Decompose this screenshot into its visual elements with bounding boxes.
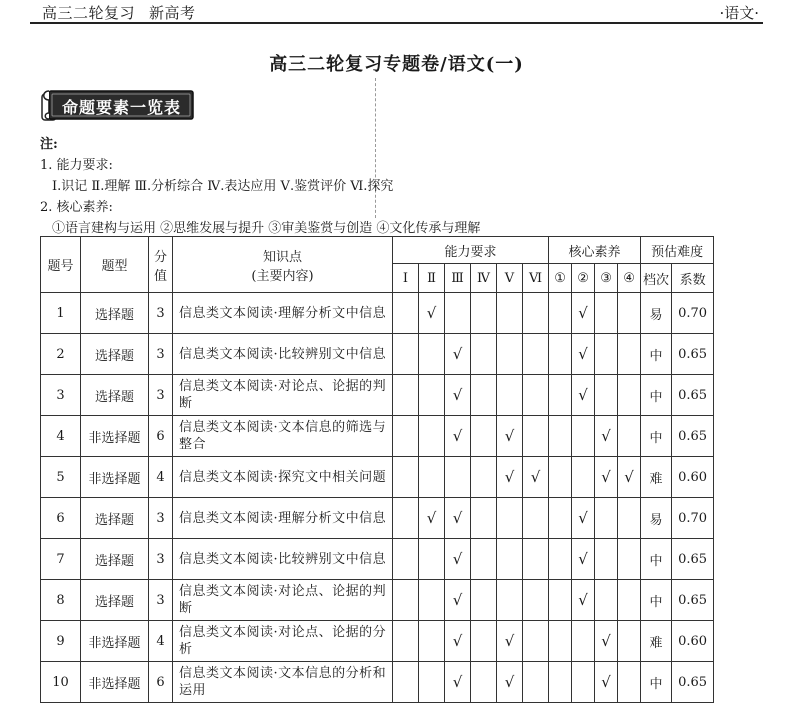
ability-col: Ⅱ: [419, 264, 445, 293]
check-mark-icon: √: [452, 509, 463, 527]
check-mark-icon: √: [578, 550, 588, 568]
cell-literacy: [618, 498, 641, 539]
cell-literacy: [595, 580, 618, 621]
cell-type: 选择题: [81, 498, 149, 539]
cell-ability: [445, 375, 471, 416]
cell-ability: [419, 621, 445, 662]
check-mark-icon: √: [504, 632, 515, 650]
cell-ability: [445, 621, 471, 662]
cell-literacy: [572, 375, 595, 416]
cell-coef: 0.60: [672, 621, 714, 662]
cell-literacy: [595, 457, 618, 498]
cell-knowledge: 信息类文本阅读·对论点、论据的判断: [173, 580, 393, 621]
cell-ability: [471, 416, 497, 457]
cell-ability: [497, 662, 523, 703]
cell-literacy: [549, 498, 572, 539]
header-left: [42, 2, 196, 23]
cell-score: 4: [149, 621, 173, 662]
cell-literacy: [618, 334, 641, 375]
table-row: [41, 621, 714, 662]
check-mark-icon: √: [601, 632, 611, 650]
check-mark-icon: √: [578, 386, 588, 404]
cell-ability: [393, 621, 419, 662]
cell-ability: [393, 580, 419, 621]
cell-literacy: [549, 416, 572, 457]
cell-ability: [523, 580, 549, 621]
cell-ability: [471, 539, 497, 580]
table-row: [41, 498, 714, 539]
table-row: [41, 375, 714, 416]
cell-ability: [419, 662, 445, 703]
cell-literacy: [572, 498, 595, 539]
cell-num: 5: [41, 457, 81, 498]
cell-literacy: [595, 334, 618, 375]
cell-literacy: [595, 293, 618, 334]
page-title: 高三二轮复习专题卷/语文(一): [269, 54, 524, 75]
cell-ability: [497, 375, 523, 416]
cell-ability: [471, 375, 497, 416]
cell-level: 中: [641, 416, 672, 457]
cell-ability: [497, 334, 523, 375]
cell-coef: 0.65: [672, 580, 714, 621]
header-difficulty: 预估难度: [641, 237, 714, 264]
cell-type: 选择题: [81, 334, 149, 375]
cell-coef: 0.65: [672, 334, 714, 375]
cell-type: 非选择题: [81, 416, 149, 457]
cell-type: 非选择题: [81, 457, 149, 498]
check-mark-icon: √: [578, 345, 588, 363]
cell-num: 10: [41, 662, 81, 703]
cell-literacy: [618, 457, 641, 498]
header-ability: 能力要求: [393, 237, 549, 264]
cell-coef: 0.65: [672, 662, 714, 703]
header-knowledge-sub: (主要内容): [251, 268, 314, 284]
check-mark-icon: √: [452, 427, 463, 445]
cell-knowledge: 信息类文本阅读·对论点、论据的判断: [173, 375, 393, 416]
cell-ability: [471, 293, 497, 334]
cell-type: 非选择题: [81, 662, 149, 703]
cell-literacy: [549, 539, 572, 580]
cell-knowledge: 信息类文本阅读·探究文中相关问题: [173, 457, 393, 498]
cell-num: 3: [41, 375, 81, 416]
check-mark-icon: √: [624, 468, 634, 486]
cell-ability: [523, 498, 549, 539]
cell-literacy: [572, 293, 595, 334]
cell-score: 3: [149, 375, 173, 416]
cell-level: 中: [641, 580, 672, 621]
check-mark-icon: √: [601, 427, 611, 445]
cell-literacy: [572, 539, 595, 580]
check-mark-icon: √: [601, 673, 611, 691]
cell-literacy: [549, 375, 572, 416]
header-series: 高三二轮复习: [42, 4, 136, 22]
cell-ability: [393, 498, 419, 539]
header-knowledge-title: 知识点: [262, 249, 302, 265]
cell-literacy: [572, 457, 595, 498]
notes: [40, 134, 480, 239]
cell-score: 3: [149, 580, 173, 621]
cell-score: 4: [149, 457, 173, 498]
table-row: [41, 416, 714, 457]
cell-literacy: [549, 580, 572, 621]
cell-score: 3: [149, 334, 173, 375]
literacy-col: ③: [595, 264, 618, 293]
cell-ability: [523, 293, 549, 334]
ability-col: Ⅵ: [523, 264, 549, 293]
cell-ability: [471, 457, 497, 498]
table-body: [41, 293, 714, 703]
cell-ability: [471, 580, 497, 621]
header-score: 分值: [149, 237, 173, 293]
cell-ability: [419, 457, 445, 498]
check-mark-icon: √: [452, 550, 463, 568]
cell-ability: [419, 539, 445, 580]
cell-num: 7: [41, 539, 81, 580]
cell-score: 6: [149, 416, 173, 457]
cell-knowledge: 信息类文本阅读·理解分析文中信息: [173, 293, 393, 334]
cell-literacy: [618, 293, 641, 334]
cell-literacy: [595, 375, 618, 416]
cell-num: 9: [41, 621, 81, 662]
cell-ability: [497, 416, 523, 457]
cell-knowledge: 信息类文本阅读·文本信息的筛选与整合: [173, 416, 393, 457]
cell-type: 选择题: [81, 375, 149, 416]
page-header: [30, 0, 763, 24]
cell-ability: [419, 293, 445, 334]
literacy-col: ④: [618, 264, 641, 293]
cell-knowledge: 信息类文本阅读·比较辨别文中信息: [173, 334, 393, 375]
cell-ability: [393, 539, 419, 580]
cell-ability: [419, 580, 445, 621]
table-row: [41, 580, 714, 621]
cell-coef: 0.70: [672, 293, 714, 334]
cell-literacy: [595, 416, 618, 457]
check-mark-icon: √: [452, 673, 463, 691]
cell-ability: [445, 662, 471, 703]
cell-ability: [393, 334, 419, 375]
cell-ability: [419, 334, 445, 375]
cell-ability: [523, 539, 549, 580]
header-literacy: 核心素养: [549, 237, 641, 264]
header-edition: 新高考: [149, 4, 196, 22]
cell-literacy: [572, 580, 595, 621]
cell-knowledge: 信息类文本阅读·对论点、论据的分析: [173, 621, 393, 662]
cell-level: 中: [641, 539, 672, 580]
cell-ability: [471, 621, 497, 662]
cell-num: 1: [41, 293, 81, 334]
cell-type: 选择题: [81, 580, 149, 621]
ability-col: Ⅰ: [393, 264, 419, 293]
ability-col: Ⅲ: [445, 264, 471, 293]
literacy-col: ①: [549, 264, 572, 293]
cell-literacy: [618, 621, 641, 662]
cell-ability: [445, 457, 471, 498]
check-mark-icon: √: [452, 632, 463, 650]
ability-col: Ⅳ: [471, 264, 497, 293]
check-mark-icon: √: [530, 468, 541, 486]
cell-literacy: [618, 375, 641, 416]
cell-ability: [523, 416, 549, 457]
table-row: [41, 293, 714, 334]
literacy-items: ①语言建构与运用 ②思维发展与提升 ③审美鉴赏与创造 ④文化传承与理解: [52, 221, 481, 236]
cell-literacy: [572, 621, 595, 662]
cell-ability: [497, 293, 523, 334]
cell-num: 4: [41, 416, 81, 457]
header-subject: ·语文·: [719, 4, 759, 22]
cell-ability: [497, 457, 523, 498]
cell-literacy: [618, 662, 641, 703]
cell-literacy: [572, 662, 595, 703]
check-mark-icon: √: [426, 509, 437, 527]
literacy-title: 2. 核心素养:: [40, 200, 113, 215]
cell-ability: [445, 580, 471, 621]
cell-coef: 0.70: [672, 498, 714, 539]
cell-type: 选择题: [81, 293, 149, 334]
cell-ability: [393, 662, 419, 703]
check-mark-icon: √: [452, 345, 463, 363]
table-row: [41, 334, 714, 375]
cell-ability: [497, 539, 523, 580]
section-banner: [40, 88, 198, 124]
header-level: 档次: [641, 264, 672, 293]
cell-ability: [419, 375, 445, 416]
cell-level: 难: [641, 457, 672, 498]
cell-ability: [471, 334, 497, 375]
table-row: [41, 662, 714, 703]
literacy-col: ②: [572, 264, 595, 293]
cell-type: 非选择题: [81, 621, 149, 662]
check-mark-icon: √: [578, 591, 588, 609]
cell-knowledge: 信息类文本阅读·文本信息的分析和运用: [173, 662, 393, 703]
cell-ability: [445, 293, 471, 334]
cell-ability: [523, 334, 549, 375]
cell-type: 选择题: [81, 539, 149, 580]
cell-level: 易: [641, 293, 672, 334]
cell-literacy: [549, 293, 572, 334]
cell-literacy: [618, 416, 641, 457]
cell-level: 中: [641, 375, 672, 416]
cell-ability: [419, 498, 445, 539]
cell-ability: [445, 334, 471, 375]
cell-literacy: [572, 334, 595, 375]
cell-ability: [523, 375, 549, 416]
cell-level: 中: [641, 334, 672, 375]
header-knowledge: [173, 237, 393, 293]
check-mark-icon: √: [504, 427, 515, 445]
cell-ability: [497, 621, 523, 662]
notes-label: 注:: [40, 137, 58, 152]
cell-literacy: [595, 539, 618, 580]
table-row: [41, 539, 714, 580]
check-mark-icon: √: [452, 591, 463, 609]
check-mark-icon: √: [578, 509, 588, 527]
cell-score: 6: [149, 662, 173, 703]
cell-literacy: [595, 662, 618, 703]
cell-ability: [523, 621, 549, 662]
header-coef: 系数: [672, 264, 714, 293]
ability-title: 1. 能力要求:: [40, 158, 113, 173]
cell-num: 2: [41, 334, 81, 375]
cell-ability: [445, 416, 471, 457]
check-mark-icon: √: [504, 468, 515, 486]
banner-label: 命题要素一览表: [62, 98, 182, 117]
table-row: [41, 457, 714, 498]
cell-literacy: [549, 662, 572, 703]
check-mark-icon: √: [601, 468, 611, 486]
cell-ability: [523, 662, 549, 703]
cell-level: 中: [641, 662, 672, 703]
cell-coef: 0.65: [672, 539, 714, 580]
cell-num: 8: [41, 580, 81, 621]
cell-ability: [445, 498, 471, 539]
cell-ability: [471, 662, 497, 703]
cell-num: 6: [41, 498, 81, 539]
cell-ability: [497, 580, 523, 621]
cell-score: 3: [149, 498, 173, 539]
cell-knowledge: 信息类文本阅读·理解分析文中信息: [173, 498, 393, 539]
cell-ability: [393, 375, 419, 416]
header-num: 题号: [41, 237, 81, 293]
cell-ability: [393, 457, 419, 498]
cell-ability: [419, 416, 445, 457]
cell-coef: 0.60: [672, 457, 714, 498]
cell-literacy: [549, 334, 572, 375]
ability-items: Ⅰ.识记 Ⅱ.理解 Ⅲ.分析综合 Ⅳ.表达应用 Ⅴ.鉴赏评价 Ⅵ.探究: [52, 179, 394, 194]
cell-literacy: [549, 621, 572, 662]
cell-literacy: [549, 457, 572, 498]
cell-ability: [523, 457, 549, 498]
ability-col: Ⅴ: [497, 264, 523, 293]
cell-literacy: [595, 621, 618, 662]
cell-level: 难: [641, 621, 672, 662]
cell-ability: [471, 498, 497, 539]
cell-literacy: [595, 498, 618, 539]
requirements-table: [40, 236, 714, 703]
header-type: 题型: [81, 237, 149, 293]
check-mark-icon: √: [426, 304, 437, 322]
cell-score: 3: [149, 539, 173, 580]
cell-literacy: [618, 539, 641, 580]
cell-literacy: [618, 580, 641, 621]
check-mark-icon: √: [578, 304, 588, 322]
cell-coef: 0.65: [672, 375, 714, 416]
cell-coef: 0.65: [672, 416, 714, 457]
cell-ability: [393, 293, 419, 334]
check-mark-icon: √: [504, 673, 515, 691]
cell-knowledge: 信息类文本阅读·比较辨别文中信息: [173, 539, 393, 580]
cell-literacy: [572, 416, 595, 457]
check-mark-icon: √: [452, 386, 463, 404]
cell-score: 3: [149, 293, 173, 334]
cell-ability: [445, 539, 471, 580]
cell-level: 易: [641, 498, 672, 539]
cell-ability: [497, 498, 523, 539]
cell-ability: [393, 416, 419, 457]
